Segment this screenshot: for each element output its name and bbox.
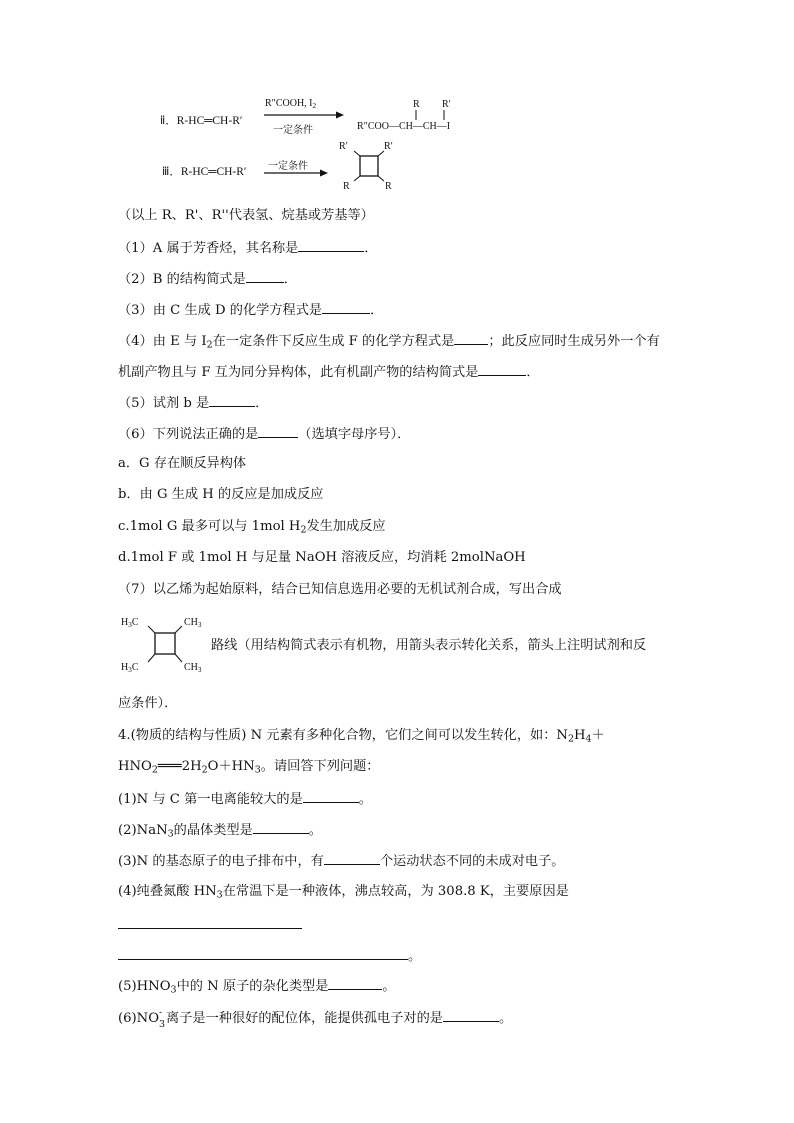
methyl-top-right: $CH_3$ — [184, 617, 202, 629]
option-b: b．由 G 生成 H 的反应是加成反应 — [118, 487, 324, 502]
rxn-iii-r-prime-right: R′ — [384, 141, 393, 152]
rxn-ii-product-r-prime: R′ — [442, 99, 451, 110]
problem-4-q5: $(5)HNO_3$中的 N 原子的杂化类型是 。 — [118, 976, 396, 996]
question-2: （2）B 的结构简式是 ． — [118, 269, 297, 289]
answer-blank — [443, 1008, 499, 1022]
problem-4-line2: $HNO_2═══2H_2O+HN_3$。请回答下列问题： — [118, 759, 380, 776]
rxn-ii-reagent: R″COOH, $I_2$ — [265, 98, 317, 110]
option-a: a．G 存在顺反异构体 — [118, 456, 247, 471]
rxn-ii-condition: 一定条件 — [273, 125, 313, 136]
problem-4-q3: (3)N 的基态原子的电子排布中，有 个运动状态不同的未成对电子。 — [118, 851, 564, 871]
answer-blank — [478, 362, 526, 376]
answer-blank — [454, 331, 488, 345]
rxn-ii-product-r: R — [413, 99, 420, 110]
question-7-line3: 应条件）． — [118, 696, 178, 711]
rxn-iii-reactant: ⅲ．R-HC═CH-R′ — [162, 166, 247, 178]
answer-blank — [246, 269, 284, 283]
answer-blank — [298, 238, 364, 252]
answer-line-1 — [118, 928, 302, 929]
answer-blank — [303, 789, 359, 803]
note-text: （以上 R、R'、R''代表氢、烷基或芳基等） — [118, 208, 374, 223]
answer-blank — [258, 424, 298, 438]
answer-blank — [324, 851, 380, 865]
answer-blank — [322, 300, 370, 314]
question-4-line1: （4）由 E 与 $I_2$在一定条件下反应生成 F 的化学方程式是 ；此反应同时生成另外一个有 — [118, 331, 660, 351]
rxn-ii-product: R″COO—CH—CH—I — [357, 121, 451, 132]
rxn-ii-reactant: ⅱ．R-HC═CH-R′ — [160, 115, 243, 127]
answer-line-2: 。 — [118, 946, 421, 966]
rxn-iii-r-prime-left: R′ — [339, 141, 348, 152]
answer-blank — [328, 976, 382, 990]
rxn-ii-bonds — [410, 109, 450, 121]
option-d: d.1mol F 或 1mol H 与足量 NaOH 溶液反应，均消耗 2molNaOH — [118, 550, 526, 565]
methyl-bottom-right: $CH_3$ — [184, 662, 202, 674]
rxn-iii-r-right: R — [385, 181, 392, 192]
problem-4-q2: (2)NaN$_3$的晶体类型是 。 — [118, 820, 322, 840]
option-c: c.1mol G 最多可以与 1mol $H_2$发生加成反应 — [118, 519, 386, 536]
methyl-bottom-left: $H_3C$ — [121, 662, 139, 674]
question-5: （5）试剂 b 是 ． — [118, 393, 268, 413]
rxn-iii-condition: 一定条件 — [268, 161, 308, 172]
problem-4-q1: (1)N 与 C 第一电离能较大的是 。 — [118, 789, 372, 809]
rxn-iii-r-left: R — [343, 181, 350, 192]
question-7-line1: （7）以乙烯为起始原料，结合已知信息选用必要的无机试剂合成，写出合成 — [118, 582, 562, 597]
answer-blank — [253, 820, 309, 834]
question-1: （1）A 属于芳香烃，其名称是 ． — [118, 238, 378, 258]
rxn-iii-arrow — [264, 168, 328, 178]
problem-4-q6: (6)NO - 3 离子是一种很好的配位体，能提供孤电子对的是 。 — [118, 1007, 513, 1030]
question-7-line2: 路线（用结构简式表示有机物，用箭头表示转化关系，箭头上注明试剂和反 — [211, 638, 647, 653]
answer-blank — [118, 946, 408, 960]
answer-blank — [209, 393, 255, 407]
question-6: （6）下列说法正确的是 （选填字母序号）． — [118, 424, 410, 444]
question-3: （3）由 C 生成 D 的化学方程式是 ． — [118, 300, 383, 320]
question-4-line2: 机副产物且与 F 互为同分异构体，此有机副产物的结构简式是 ． — [118, 362, 540, 382]
cyclobutane-structure — [340, 142, 410, 194]
methyl-top-left: $H_3C$ — [121, 617, 139, 629]
problem-4-line1: 4.(物质的结构与性质) N 元素有多种化合物，它们之间可以发生转化，如：$N_2H_4+$ — [118, 728, 605, 745]
rxn-ii-arrow — [264, 110, 344, 120]
problem-4-q4: (4)纯叠氮酸 $HN_3$在常温下是一种液体，沸点较高，为 308.8 K，主要原因是 — [118, 884, 569, 901]
